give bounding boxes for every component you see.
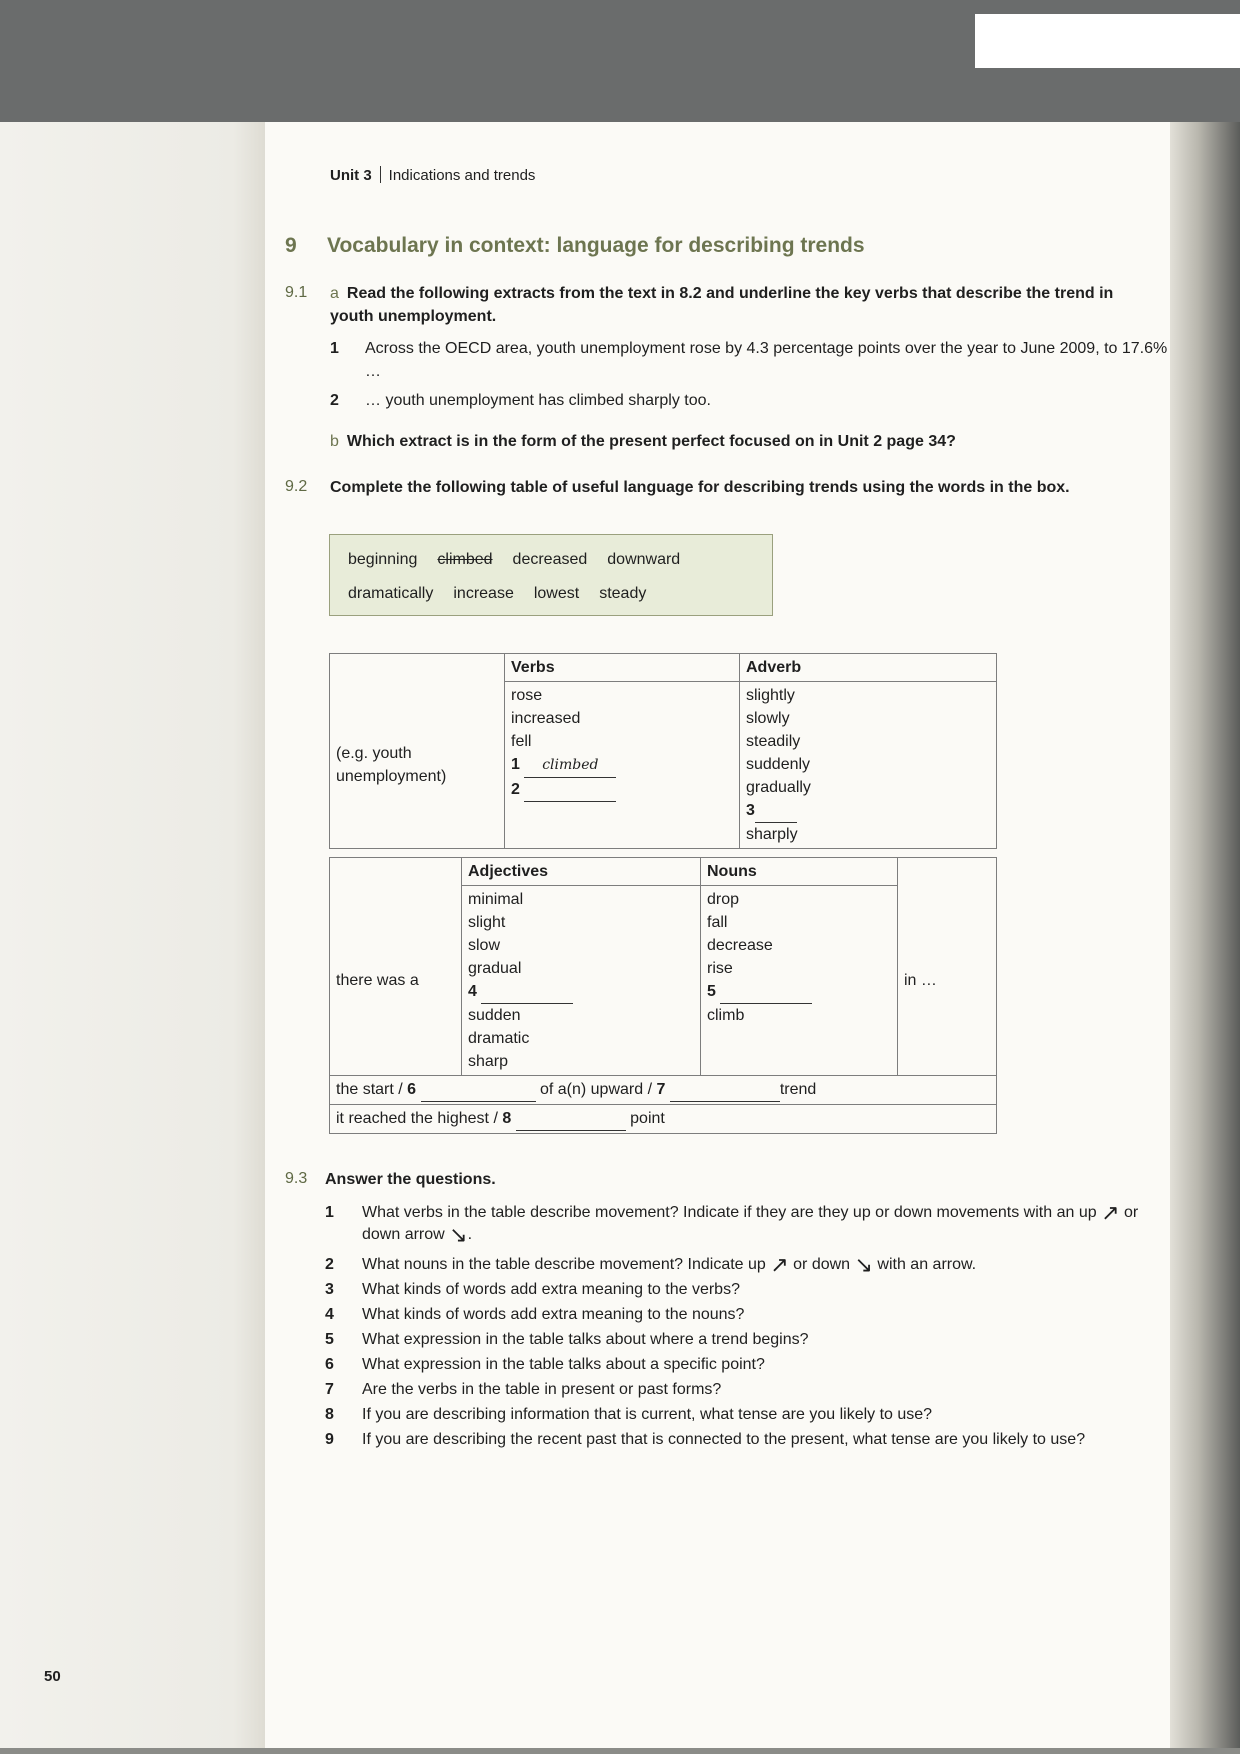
question-text [362, 1202, 1175, 1246]
question-item [325, 1354, 1175, 1376]
question-item [325, 1202, 1175, 1246]
extract-item [330, 389, 1170, 412]
exercise-number: 9.3 [285, 1170, 308, 1187]
instruction-9-2: Complete the following table of useful language for describing trends using the words in the box. [330, 479, 1070, 496]
adjective: sharp [468, 1053, 509, 1070]
exercise-number: 9.1 [285, 284, 308, 301]
question-item [325, 1254, 1175, 1276]
instruction-9-1a [330, 282, 1160, 328]
handwritten-answer[interactable]: climbed [524, 754, 616, 778]
answer-blank[interactable] [481, 980, 573, 1004]
adjective: dramatic [468, 1030, 530, 1047]
column-header: Adverb [740, 654, 997, 682]
adjective-blank [468, 980, 694, 1004]
question-item [325, 1329, 1175, 1351]
word: steady [599, 585, 647, 602]
word-crossed-out: climbed [437, 551, 493, 568]
word: beginning [348, 551, 418, 568]
part-letter: b [330, 433, 339, 450]
adverbs-cell [740, 682, 997, 849]
subject-cell [330, 682, 505, 849]
column-header: Adjectives [462, 858, 701, 886]
question-number: 9 [325, 1431, 334, 1448]
question-number: 8 [325, 1406, 334, 1423]
column-header: Verbs [505, 654, 740, 682]
verbs-adverb-table [329, 653, 997, 849]
question-text: If you are describing the recent past that is connected to the present, what tense are you likely to use? [362, 1431, 1086, 1448]
question-text: What expression in the table talks about where a trend begins? [362, 1331, 809, 1348]
verb: increased [511, 710, 581, 727]
page-gutter-shadow [1170, 122, 1240, 1754]
blank-number: 8 [502, 1110, 512, 1127]
word-box-row [348, 551, 700, 569]
question-number: 6 [325, 1356, 334, 1373]
blank-number: 7 [656, 1081, 666, 1098]
page-number: 50 [44, 1668, 61, 1685]
answer-blank[interactable] [524, 778, 616, 802]
scan-bottom-edge [0, 1748, 1240, 1754]
word-box-row [348, 585, 666, 603]
word: downward [607, 551, 681, 568]
question-text: What kinds of words add extra meaning to the nouns? [362, 1306, 745, 1323]
phrase-text: point [630, 1110, 665, 1127]
question-text-part: with an arrow. [877, 1256, 977, 1273]
word: increase [453, 585, 514, 602]
lead-text: there was a [336, 971, 419, 989]
trail-text: in … [904, 971, 937, 989]
verb-blank [511, 778, 733, 802]
adverb: slightly [746, 687, 795, 704]
nouns-cell [701, 886, 898, 1076]
blank-number: 2 [511, 781, 520, 798]
word-box [329, 534, 773, 616]
unit-title: Indications and trends [388, 167, 536, 184]
start-row [330, 1076, 997, 1105]
adverb: sharply [746, 826, 798, 843]
adjective: gradual [468, 960, 522, 977]
exercise-number: 9.2 [285, 478, 308, 495]
table-cell-empty [330, 858, 462, 886]
question-text-part: . [467, 1226, 473, 1243]
question-number: 1 [325, 1204, 334, 1221]
question-text: Are the verbs in the table in present or past forms? [362, 1381, 722, 1398]
part-letter: a [330, 285, 339, 302]
reach-row [330, 1105, 997, 1134]
phrase-text: trend [779, 1081, 817, 1098]
extract-number: 2 [330, 392, 339, 409]
extract-number: 1 [330, 340, 339, 357]
arrow-up-icon: ↗ [1101, 1200, 1120, 1225]
extract-text: Across the OECD area, youth unemployment rose by 4.3 percentage points over the year to June 2009, to 17.6% … [365, 340, 1168, 380]
extract-item [330, 337, 1170, 383]
phrase-text: it reached the highest / [336, 1110, 498, 1127]
trail-cell [898, 886, 997, 1076]
blank-number: 5 [707, 983, 716, 1000]
question-text: What kinds of words add extra meaning to the verbs? [362, 1281, 740, 1298]
verb-blank [511, 753, 733, 778]
arrow-up-icon: ↗ [770, 1252, 789, 1277]
blank-number: 4 [468, 983, 477, 1000]
noun-blank [707, 980, 891, 1004]
blank-number: 3 [746, 802, 755, 819]
instruction-text: Read the following extracts from the text in 8.2 and underline the key verbs that describe the trend in youth unemployment. [330, 285, 1114, 325]
question-item [325, 1379, 1175, 1401]
question-item [325, 1304, 1175, 1326]
word: decreased [512, 551, 588, 568]
column-header: Nouns [701, 858, 898, 886]
question-item [325, 1404, 1175, 1426]
question-item [325, 1279, 1175, 1301]
question-text-part: or down arrow [362, 1204, 1139, 1243]
adverb: gradually [746, 779, 811, 796]
question-number: 3 [325, 1281, 334, 1298]
noun: drop [707, 891, 740, 908]
verb: fell [511, 733, 532, 750]
question-number: 7 [325, 1381, 334, 1398]
unit-label: Unit 3 [330, 167, 372, 184]
question-text-part: or down [793, 1256, 851, 1273]
question-number: 2 [325, 1256, 334, 1273]
noun: decrease [707, 937, 773, 954]
arrow-down-icon: ↘ [854, 1252, 873, 1277]
word: dramatically [348, 585, 434, 602]
blank-number: 1 [511, 756, 520, 773]
answer-blank[interactable] [421, 1078, 536, 1102]
adverb: suddenly [746, 756, 811, 773]
section-title: Vocabulary in context: language for describing trends [327, 234, 865, 257]
facing-page-bleed [0, 122, 265, 1754]
section-number: 9 [285, 234, 297, 257]
adverb: slowly [746, 710, 790, 727]
question-text: What expression in the table talks about a specific point? [362, 1356, 765, 1373]
blank-number: 6 [407, 1081, 417, 1098]
subject-text: (e.g. youth unemployment) [336, 744, 447, 785]
table-cell-empty [898, 858, 997, 886]
phrase-text: of a(n) upward / [539, 1081, 653, 1098]
noun: climb [707, 1007, 745, 1024]
adverb: steadily [746, 733, 801, 750]
question-number: 5 [325, 1331, 334, 1348]
verb: rose [511, 687, 543, 704]
verbs-cell [505, 682, 740, 849]
table-cell-empty [330, 654, 505, 682]
phrase-text: the start / [336, 1081, 403, 1098]
adjective: slight [468, 914, 506, 931]
adjectives-cell [462, 886, 701, 1076]
question-text-part: What nouns in the table describe movement? Indicate up [362, 1256, 766, 1273]
adjectives-nouns-table [329, 857, 997, 1134]
adjective: minimal [468, 891, 524, 908]
header-divider [380, 166, 381, 183]
noun: fall [707, 914, 728, 931]
adverb-blank [746, 799, 990, 823]
question-text: If you are describing information that is current, what tense are you likely to use? [362, 1406, 933, 1423]
answer-blank[interactable] [720, 980, 812, 1004]
section-heading [285, 234, 865, 258]
answer-blank[interactable] [755, 799, 797, 823]
question-text-part: What verbs in the table describe movement? Indicate if they are they up or down movements with an up [362, 1204, 1097, 1221]
adjective: slow [468, 937, 501, 954]
answer-blank[interactable] [516, 1107, 626, 1131]
question-text [362, 1254, 1175, 1276]
word: lowest [533, 585, 580, 602]
arrow-down-icon: ↘ [449, 1222, 468, 1247]
running-header [330, 166, 535, 184]
instruction-text: Which extract is in the form of the present perfect focused on in Unit 2 page 34? [346, 433, 956, 450]
extract-text: … youth unemployment has climbed sharply too. [365, 392, 711, 409]
adjective: sudden [468, 1007, 521, 1024]
answer-blank[interactable] [670, 1078, 780, 1102]
question-number: 4 [325, 1306, 334, 1323]
noun: rise [707, 960, 733, 977]
question-item [325, 1429, 1175, 1451]
instruction-9-1b [330, 430, 1160, 453]
scan-white-patch [975, 14, 1240, 68]
instruction-9-3: Answer the questions. [325, 1171, 496, 1188]
lead-cell [330, 886, 462, 1076]
